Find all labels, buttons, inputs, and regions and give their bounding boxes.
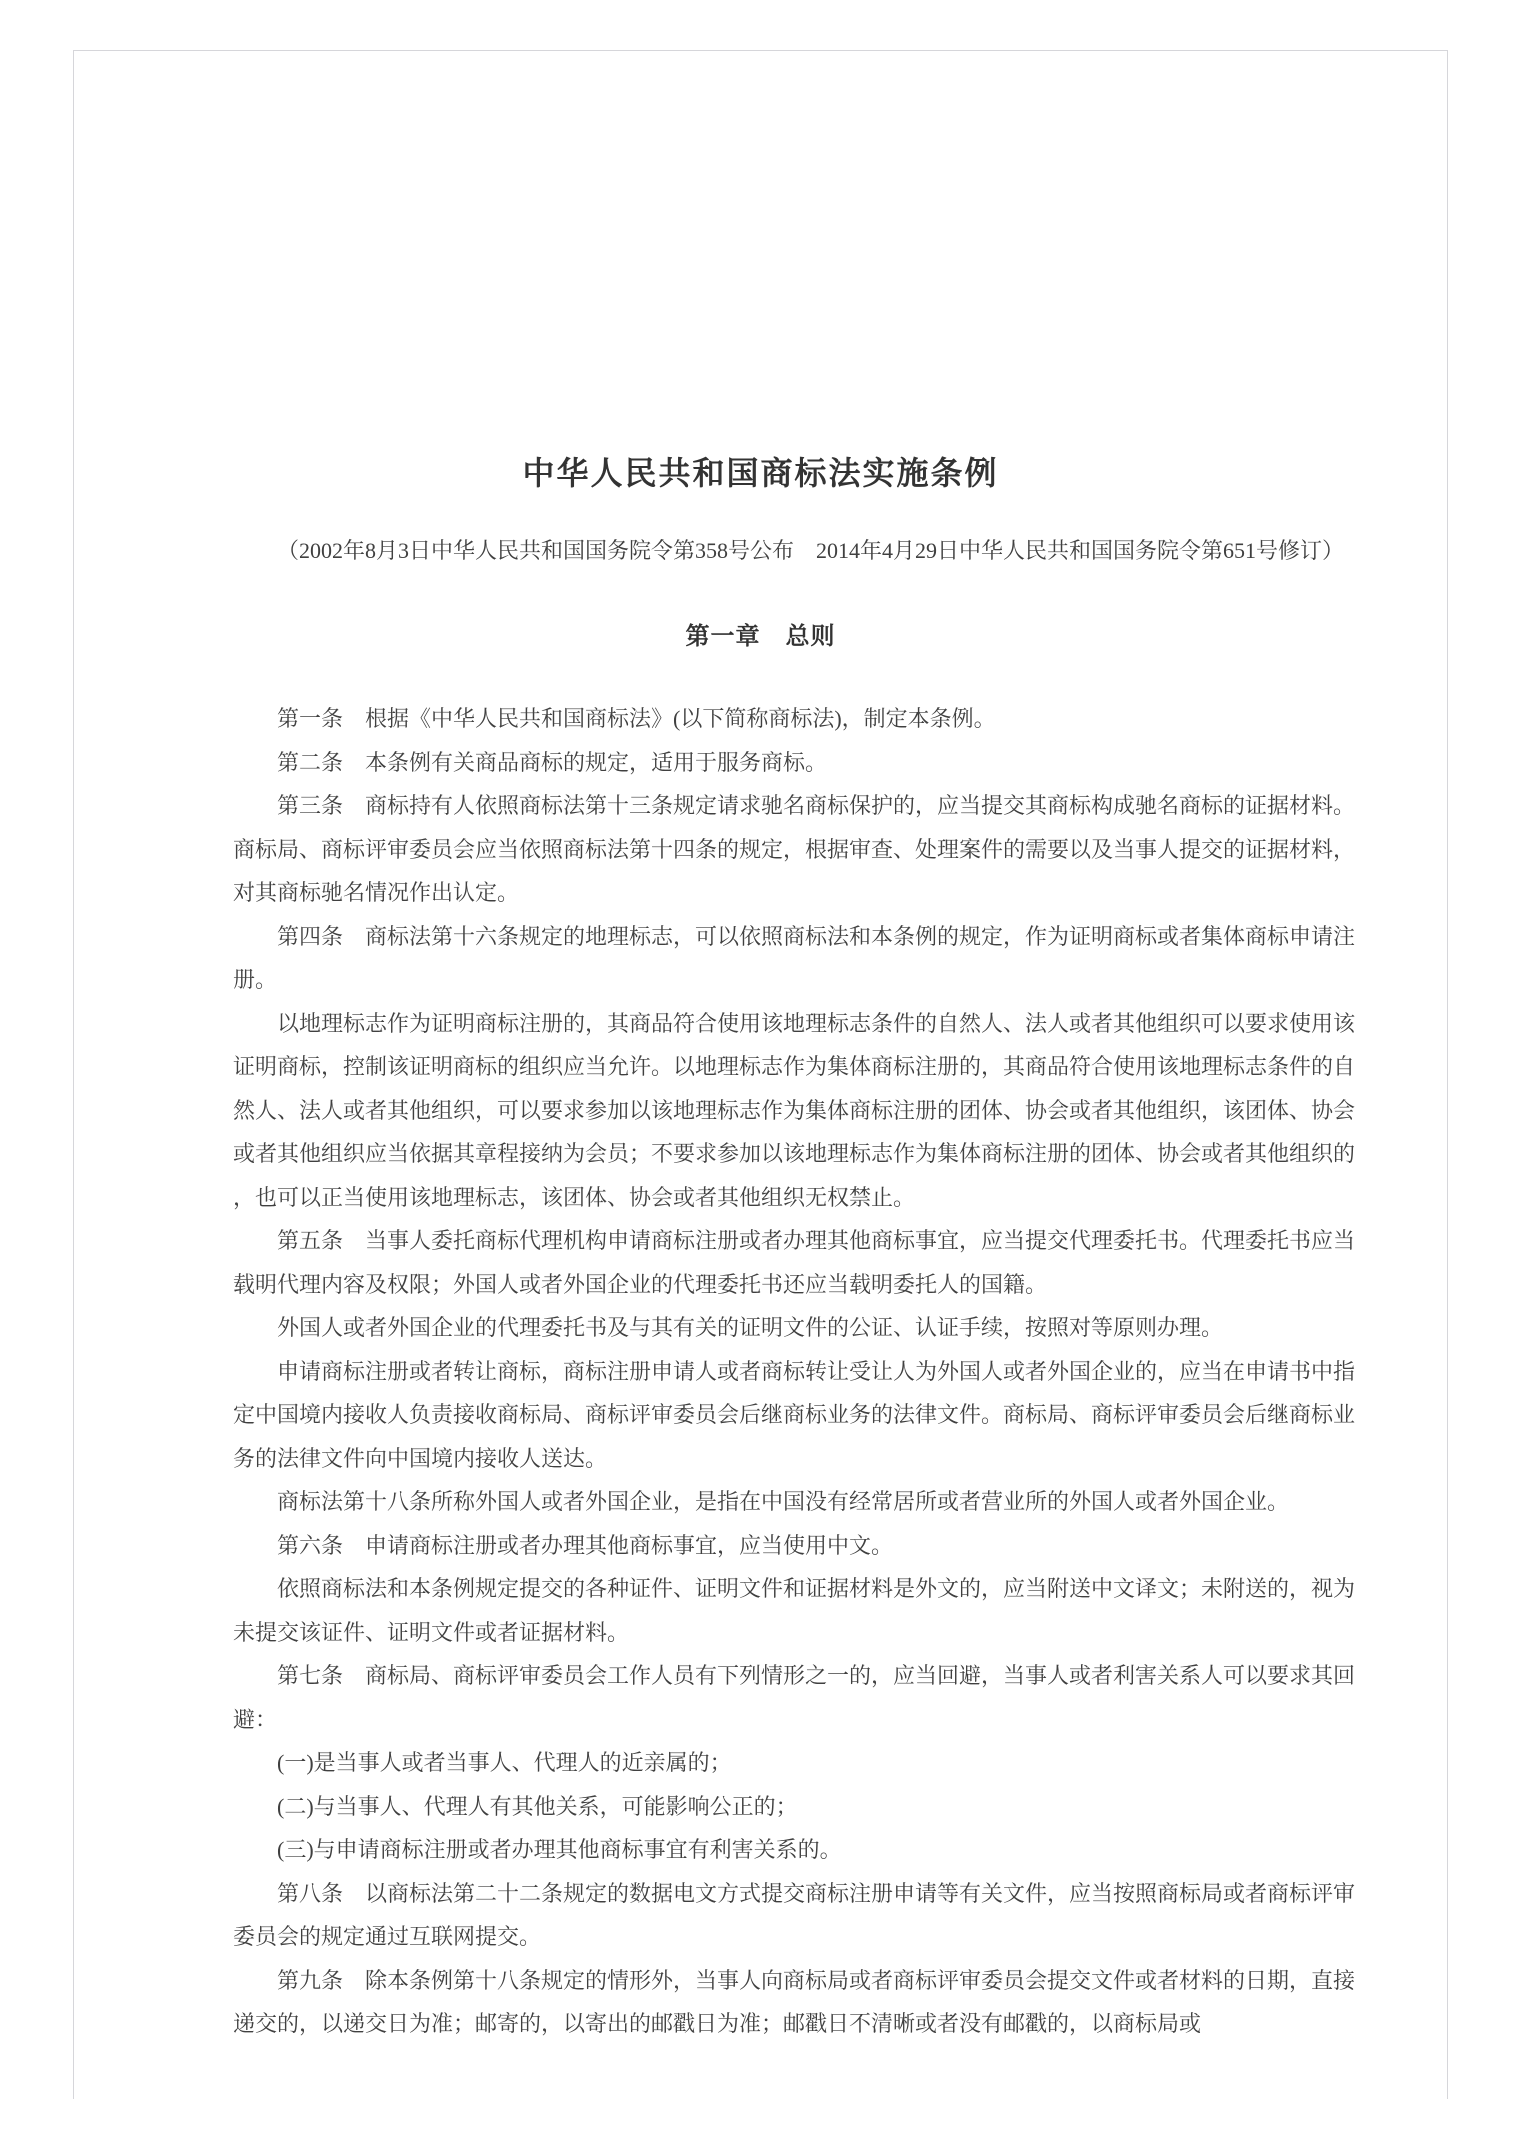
document-title: 中华人民共和国商标法实施条例 [522, 455, 999, 491]
paragraph: (二)与当事人、代理人有其他关系，可能影响公正的； [277, 1793, 798, 1819]
paragraph: 第九条 除本条例第十八条规定的情形外，当事人向商标局或者商标评审委员会提交文件或者材料的日期，直接递交的，以递交日为准；邮寄的，以寄出的邮戳日为准；邮戳日不清晰或者没有邮戳的，以商标局或 [233, 1967, 1356, 2036]
paragraph: 依照商标法和本条例规定提交的各种证件、证明文件和证据材料是外文的，应当附送中文译文；未附送的，视为未提交该证件、证明文件或者证据材料。 [233, 1576, 1356, 1645]
document-preamble: （2002年8月3日中华人民共和国国务院令第358号公布 2014年4月29日中华人民共和国国务院令第651号修订） [277, 538, 1345, 563]
paragraph: 申请商标注册或者转让商标，商标注册申请人或者商标转让受让人为外国人或者外国企业的，应当在申请书中指定中国境内接收人负责接收商标局、商标评审委员会后继商标业务的法律文件。商标局、商标评审委员会后继商标业务的法律文件向中国境内接收人送达。 [233, 1358, 1356, 1471]
paragraph: 第三条 商标持有人依照商标法第十三条规定请求驰名商标保护的，应当提交其商标构成驰名商标的证据材料。商标局、商标评审委员会应当依照商标法第十四条的规定，根据审查、处理案件的需要以及当事人提交的证据材料，对其商标驰名情况作出认定。 [233, 793, 1356, 905]
paragraph: (三)与申请商标注册或者办理其他商标事宜有利害关系的。 [277, 1837, 842, 1862]
chapter-row [74, 615, 1447, 659]
body-paragraphs [74, 697, 1447, 2046]
paragraph: 外国人或者外国企业的代理委托书及与其有关的证明文件的公证、认证手续，按照对等原则办理。 [277, 1315, 1224, 1340]
paragraph: 第八条 以商标法第二十二条规定的数据电文方式提交商标注册申请等有关文件，应当按照商标局或者商标评审委员会的规定通过互联网提交。 [233, 1880, 1356, 1949]
paragraph: 以地理标志作为证明商标注册的，其商品符合使用该地理标志条件的自然人、法人或者其他组织可以要求使用该证明商标，控制该证明商标的组织应当允许。以地理标志作为集体商标注册的，其商品符合使用该地理标志条件的自然人、法人或者其他组织，可以要求参加以该地理标志作为集体商标注册的团体、协会或者其他组织，该团体、协会或者其他组织应当依据其章程接纳为会员；不要求参加以该地理标志作为集体商标注册的团体、协会或者其他组织的，也可以正当使用该地理标志，该团体、协会或者其他组织无权禁止。 [233, 1010, 1356, 1210]
paragraph: 第六条 申请商标注册或者办理其他商标事宜，应当使用中文。 [277, 1532, 894, 1558]
paragraph: 第一条 根据《中华人民共和国商标法》(以下简称商标法)，制定本条例。 [277, 706, 996, 731]
paragraph: 第二条 本条例有关商品商标的规定，适用于服务商标。 [277, 749, 828, 775]
title-row [74, 451, 1447, 495]
paragraph: 第四条 商标法第十六条规定的地理标志，可以依照商标法和本条例的规定，作为证明商标或者集体商标申请注册。 [233, 923, 1356, 992]
paragraph: (一)是当事人或者当事人、代理人的近亲属的； [277, 1750, 732, 1775]
document-page [73, 50, 1448, 2099]
paragraph: 商标法第十八条所称外国人或者外国企业，是指在中国没有经常居所或者营业所的外国人或者外国企业。 [277, 1489, 1290, 1514]
paragraph: 第七条 商标局、商标评审委员会工作人员有下列情形之一的，应当回避，当事人或者利害关系人可以要求其回避： [233, 1663, 1356, 1732]
paragraph: 第五条 当事人委托商标代理机构申请商标注册或者办理其他商标事宜，应当提交代理委托书。代理委托书应当载明代理内容及权限；外国人或者外国企业的代理委托书还应当载明委托人的国籍。 [233, 1228, 1356, 1297]
chapter-heading: 第一章 总则 [685, 623, 836, 650]
